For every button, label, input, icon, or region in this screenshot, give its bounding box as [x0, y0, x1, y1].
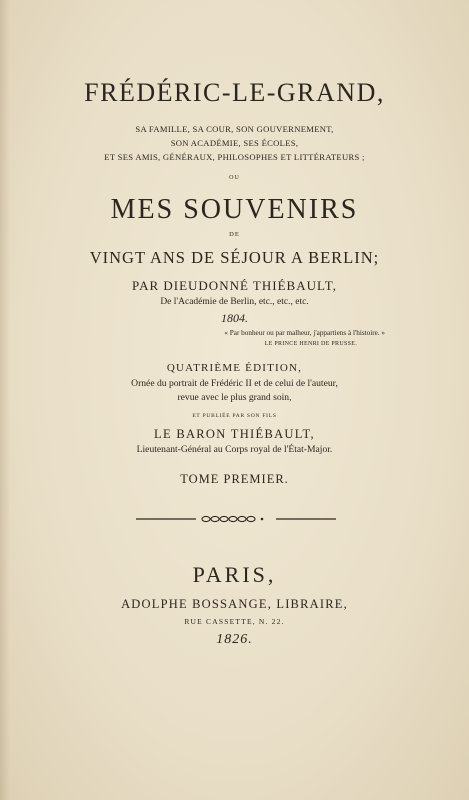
epigraph-quote: « Par bonheur ou par malheur, j'appartiens à l'histoire. » — [224, 329, 385, 337]
edition-line-1: Ornée du portrait de Frédéric II et de celui de l'auteur, — [131, 378, 338, 389]
imprint-publisher: ADOLPHE BOSSANGE, LIBRAIRE, — [121, 597, 348, 611]
publisher-note: ET PUBLIÉE PAR SON FILS — [192, 413, 277, 419]
subtitle-line-1: SA FAMILLE, SA COUR, SON GOUVERNEMENT, — [135, 124, 334, 134]
author-affiliation: De l'Académie de Berlin, etc., etc., etc. — [160, 297, 309, 307]
subtitle-line-2: SON ACADÉMIE, SES ÉCOLES, — [170, 138, 299, 148]
imprint-city: PARIS, — [192, 562, 277, 587]
edition-line-2: revue avec le plus grand soin, — [177, 392, 292, 403]
son-name: LE BARON THIÉBAULT, — [154, 427, 315, 441]
main-title: MES SOUVENIRS — [110, 194, 359, 225]
ornamental-divider — [136, 512, 336, 526]
epigraph-attribution: LE PRINCE HENRI DE PRUSSE. — [264, 341, 357, 347]
author-line: PAR DIEUDONNÉ THIÉBAULT, — [132, 278, 337, 293]
de-connector: DE — [229, 231, 240, 238]
subtitle-line-3: ET SES AMIS, GÉNÉRAUX, PHILOSOPHES ET LITTÉRATEURS ; — [104, 152, 365, 162]
son-title: Lieutenant-Général au Corps royal de l'État-Major. — [136, 444, 333, 455]
imprint-address: RUE CASSETTE, N. 22. — [184, 617, 285, 626]
author-year: 1804. — [221, 311, 248, 325]
edition-label: QUATRIÈME ÉDITION, — [166, 362, 303, 374]
vingt-ans-line: VINGT ANS DE SÉJOUR A BERLIN; — [89, 248, 380, 267]
book-title: FRÉDÉRIC-LE-GRAND, — [84, 78, 385, 107]
tome-label: TOME PREMIER. — [180, 472, 289, 486]
imprint-date: 1826. — [216, 632, 253, 647]
ou-connector: OU — [229, 175, 240, 181]
